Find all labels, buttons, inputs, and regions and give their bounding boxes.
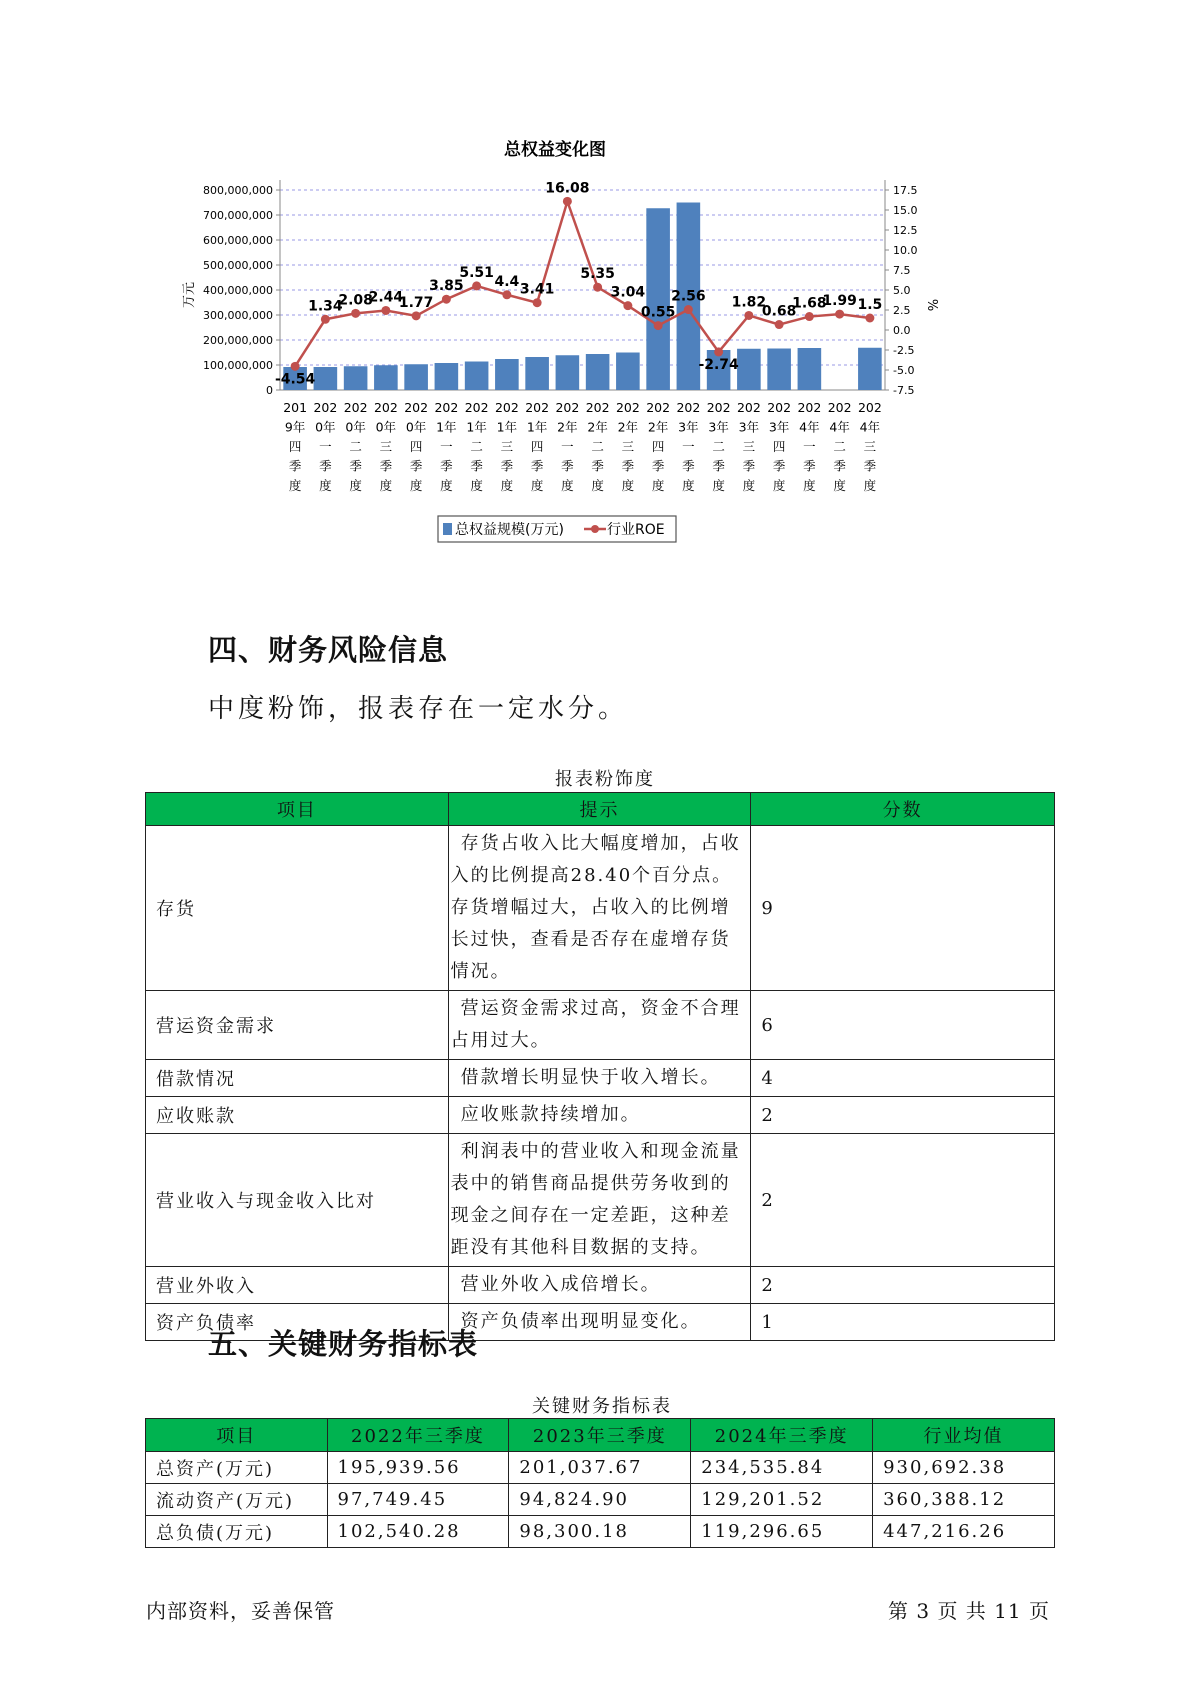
roe-point <box>533 298 542 307</box>
indicator-table <box>145 1418 1055 1548</box>
roe-point <box>472 281 481 290</box>
y-axis-label: 万元 <box>182 281 197 309</box>
roe-line <box>295 201 870 366</box>
risk-row <box>146 826 1055 991</box>
x-tick-label: 202 3年一季度 <box>676 400 701 493</box>
y-tick-label: 600,000,000 <box>203 234 273 247</box>
section5-title: 五、关键财务指标表 <box>208 1327 479 1361</box>
roe-data-label: 16.08 <box>545 180 590 197</box>
risk-score: 9 <box>751 826 1055 991</box>
roe-point <box>412 311 421 320</box>
bar <box>858 348 882 390</box>
indicator-cell: 119,296.65 <box>691 1516 873 1548</box>
roe-data-label: 2.44 <box>368 289 404 306</box>
roe-point <box>442 295 451 304</box>
risk-tip: 营业外收入成倍增长。 <box>448 1267 751 1304</box>
indicator-row <box>146 1516 1055 1548</box>
indicator-header: 2022年三季度 <box>327 1419 509 1452</box>
risk-header-score: 分数 <box>751 793 1055 826</box>
roe-data-label: 0.68 <box>761 303 797 320</box>
bar <box>404 364 428 390</box>
y-tick-label: 0 <box>266 384 273 397</box>
equity-change-chart <box>160 140 950 600</box>
x-tick-label: 202 2年三季度 <box>615 400 640 493</box>
legend-line-label: 行业ROE <box>607 522 665 538</box>
roe-point <box>321 315 330 324</box>
roe-point <box>502 290 511 299</box>
risk-tip: 借款增长明显快于收入增长。 <box>448 1060 751 1097</box>
roe-point <box>744 311 753 320</box>
roe-point <box>291 362 300 371</box>
roe-data-label: -4.54 <box>274 371 316 388</box>
indicator-cell: 195,939.56 <box>327 1452 509 1484</box>
legend-line-marker <box>591 525 599 533</box>
risk-row <box>146 1267 1055 1304</box>
roe-data-label: 1.82 <box>731 294 767 311</box>
roe-point <box>563 197 572 206</box>
indicator-cell: 360,388.12 <box>873 1484 1055 1516</box>
roe-data-label: 3.41 <box>519 281 555 298</box>
y-tick-label: 100,000,000 <box>203 359 273 372</box>
roe-point <box>714 347 723 356</box>
y2-tick-label: 17.5 <box>893 184 918 197</box>
risk-row <box>146 1097 1055 1134</box>
bar <box>374 365 398 390</box>
indicator-header: 2024年三季度 <box>691 1419 873 1452</box>
risk-score: 2 <box>751 1097 1055 1134</box>
legend-bar-label: 总权益规模(万元) <box>455 522 564 538</box>
risk-tip: 应收账款持续增加。 <box>448 1097 751 1134</box>
indicator-cell: 102,540.28 <box>327 1516 509 1548</box>
roe-point <box>684 305 693 314</box>
bar <box>465 362 489 391</box>
bar <box>435 363 459 390</box>
indicator-header: 行业均值 <box>873 1419 1055 1452</box>
roe-data-label: 5.51 <box>459 264 494 281</box>
risk-item: 营业外收入 <box>146 1267 449 1304</box>
x-tick-label: 202 0年三季度 <box>373 400 398 493</box>
risk-header-item: 项目 <box>146 793 449 826</box>
roe-point <box>381 306 390 315</box>
x-tick-label: 202 2年四季度 <box>646 400 671 493</box>
indicator-cell: 447,216.26 <box>873 1516 1055 1548</box>
y2-tick-label: 10.0 <box>893 244 918 257</box>
indicator-cell: 234,535.84 <box>691 1452 873 1484</box>
indicator-table-caption: 关键财务指标表 <box>532 1396 672 1417</box>
roe-data-label: 1.68 <box>792 295 827 312</box>
y-tick-label: 200,000,000 <box>203 334 273 347</box>
risk-tip: 存货占收入比大幅度增加，占收入的比例提高28.40个百分点。存货增幅过大，占收入的比例增长过快，查看是否存在虚增存货情况。 <box>448 826 751 991</box>
y2-tick-label: -5.0 <box>893 364 915 377</box>
x-tick-label: 202 2年一季度 <box>555 400 580 493</box>
risk-row <box>146 1134 1055 1267</box>
y2-tick-label: 12.5 <box>893 224 918 237</box>
indicator-cell: 129,201.52 <box>691 1484 873 1516</box>
risk-score: 6 <box>751 991 1055 1060</box>
roe-data-label: 2.08 <box>338 292 373 309</box>
indicator-cell: 201,037.67 <box>509 1452 691 1484</box>
x-tick-label: 202 4年二季度 <box>827 400 852 493</box>
risk-item: 存货 <box>146 826 449 991</box>
roe-data-label: 2.56 <box>671 288 706 305</box>
legend-bar-swatch <box>443 523 452 535</box>
y2-tick-label: 0.0 <box>893 324 911 337</box>
roe-data-label: 3.04 <box>610 284 646 301</box>
x-tick-label: 202 0年四季度 <box>404 400 429 493</box>
bar <box>556 355 580 390</box>
risk-item: 营运资金需求 <box>146 991 449 1060</box>
indicator-header: 2023年三季度 <box>509 1419 691 1452</box>
risk-score: 2 <box>751 1134 1055 1267</box>
roe-data-label: 3.85 <box>429 278 464 295</box>
indicator-row <box>146 1452 1055 1484</box>
roe-point <box>865 314 874 323</box>
y2-tick-label: -2.5 <box>893 344 915 357</box>
bar <box>344 366 368 390</box>
x-tick-label: 202 1年二季度 <box>464 400 489 493</box>
risk-row <box>146 991 1055 1060</box>
indicator-cell: 930,692.38 <box>873 1452 1055 1484</box>
x-tick-label: 202 1年一季度 <box>434 400 459 493</box>
roe-data-label: 5.35 <box>580 266 615 283</box>
indicator-cell: 流动资产(万元) <box>146 1484 328 1516</box>
chart-title: 总权益变化图 <box>504 140 606 160</box>
indicator-cell: 98,300.18 <box>509 1516 691 1548</box>
indicator-cell: 总负债(万元) <box>146 1516 328 1548</box>
risk-item: 资产负债率 <box>146 1304 449 1341</box>
y2-tick-label: 15.0 <box>893 204 918 217</box>
y2-tick-label: 5.0 <box>893 284 911 297</box>
y-tick-label: 400,000,000 <box>203 284 273 297</box>
risk-score: 1 <box>751 1304 1055 1341</box>
x-tick-label: 202 1年三季度 <box>494 400 519 493</box>
risk-item: 营业收入与现金收入比对 <box>146 1134 449 1267</box>
footer-note: 内部资料，妥善保管 <box>146 1599 335 1623</box>
indicator-header: 项目 <box>146 1419 328 1452</box>
risk-score: 2 <box>751 1267 1055 1304</box>
y2-axis-label: % <box>924 298 939 312</box>
x-tick-label: 201 9年四季度 <box>283 400 308 493</box>
y-tick-label: 500,000,000 <box>203 259 273 272</box>
roe-point <box>775 320 784 329</box>
roe-data-label: 0.55 <box>640 304 676 321</box>
bar <box>646 208 670 390</box>
bar <box>798 348 822 390</box>
x-tick-label: 202 4年一季度 <box>797 400 822 493</box>
roe-data-label: 4.4 <box>494 273 520 290</box>
indicator-row <box>146 1484 1055 1516</box>
x-tick-label: 202 2年二季度 <box>585 400 610 493</box>
y-tick-label: 300,000,000 <box>203 309 273 322</box>
roe-data-label: 1.99 <box>822 293 857 310</box>
roe-point <box>351 309 360 318</box>
risk-item: 借款情况 <box>146 1060 449 1097</box>
x-tick-label: 202 4年三季度 <box>857 400 882 493</box>
bar <box>586 354 610 390</box>
x-tick-label: 202 1年四季度 <box>525 400 550 493</box>
x-tick-label: 202 3年三季度 <box>736 400 761 493</box>
risk-row <box>146 1060 1055 1097</box>
roe-data-label: 1.34 <box>308 298 343 315</box>
indicator-cell: 97,749.45 <box>327 1484 509 1516</box>
roe-point <box>654 321 663 330</box>
y2-tick-label: 2.5 <box>893 304 911 317</box>
y2-tick-label: 7.5 <box>893 264 911 277</box>
x-tick-label: 202 0年一季度 <box>313 400 338 493</box>
bar <box>495 359 519 390</box>
risk-score: 4 <box>751 1060 1055 1097</box>
roe-data-label: -2.74 <box>698 356 739 373</box>
y-tick-label: 700,000,000 <box>203 209 273 222</box>
x-tick-label: 202 0年二季度 <box>343 400 368 493</box>
y-tick-label: 800,000,000 <box>203 184 273 197</box>
risk-item: 应收账款 <box>146 1097 449 1134</box>
indicator-cell: 总资产(万元) <box>146 1452 328 1484</box>
risk-tip: 利润表中的营业收入和现金流量表中的销售商品提供劳务收到的现金之间存在一定差距，这种差距没有其他科目数据的支持。 <box>448 1134 751 1267</box>
bar <box>314 367 338 390</box>
section4-paragraph: 中度粉饰，报表存在一定水分。 <box>208 694 629 724</box>
risk-header-tip: 提示 <box>448 793 751 826</box>
bar <box>525 357 549 390</box>
risk-table <box>145 792 1055 1341</box>
x-tick-label: 202 3年四季度 <box>767 400 792 493</box>
roe-point <box>593 283 602 292</box>
roe-point <box>623 301 632 310</box>
risk-tip: 营运资金需求过高，资金不合理占用过大。 <box>448 991 751 1060</box>
bar <box>767 349 791 391</box>
roe-point <box>835 310 844 319</box>
roe-point <box>805 312 814 321</box>
risk-table-caption: 报表粉饰度 <box>555 769 655 790</box>
x-tick-label: 202 3年二季度 <box>706 400 731 493</box>
page-number: 第 3 页 共 11 页 <box>888 1599 1050 1623</box>
risk-tip: 资产负债率出现明显变化。 <box>448 1304 751 1341</box>
bar <box>737 349 761 390</box>
indicator-cell: 94,824.90 <box>509 1484 691 1516</box>
bar <box>616 353 640 391</box>
y2-tick-label: -7.5 <box>893 384 915 397</box>
roe-data-label: 1.5 <box>857 297 883 313</box>
roe-data-label: 1.77 <box>398 294 434 311</box>
section4-title: 四、财务风险信息 <box>208 633 449 667</box>
